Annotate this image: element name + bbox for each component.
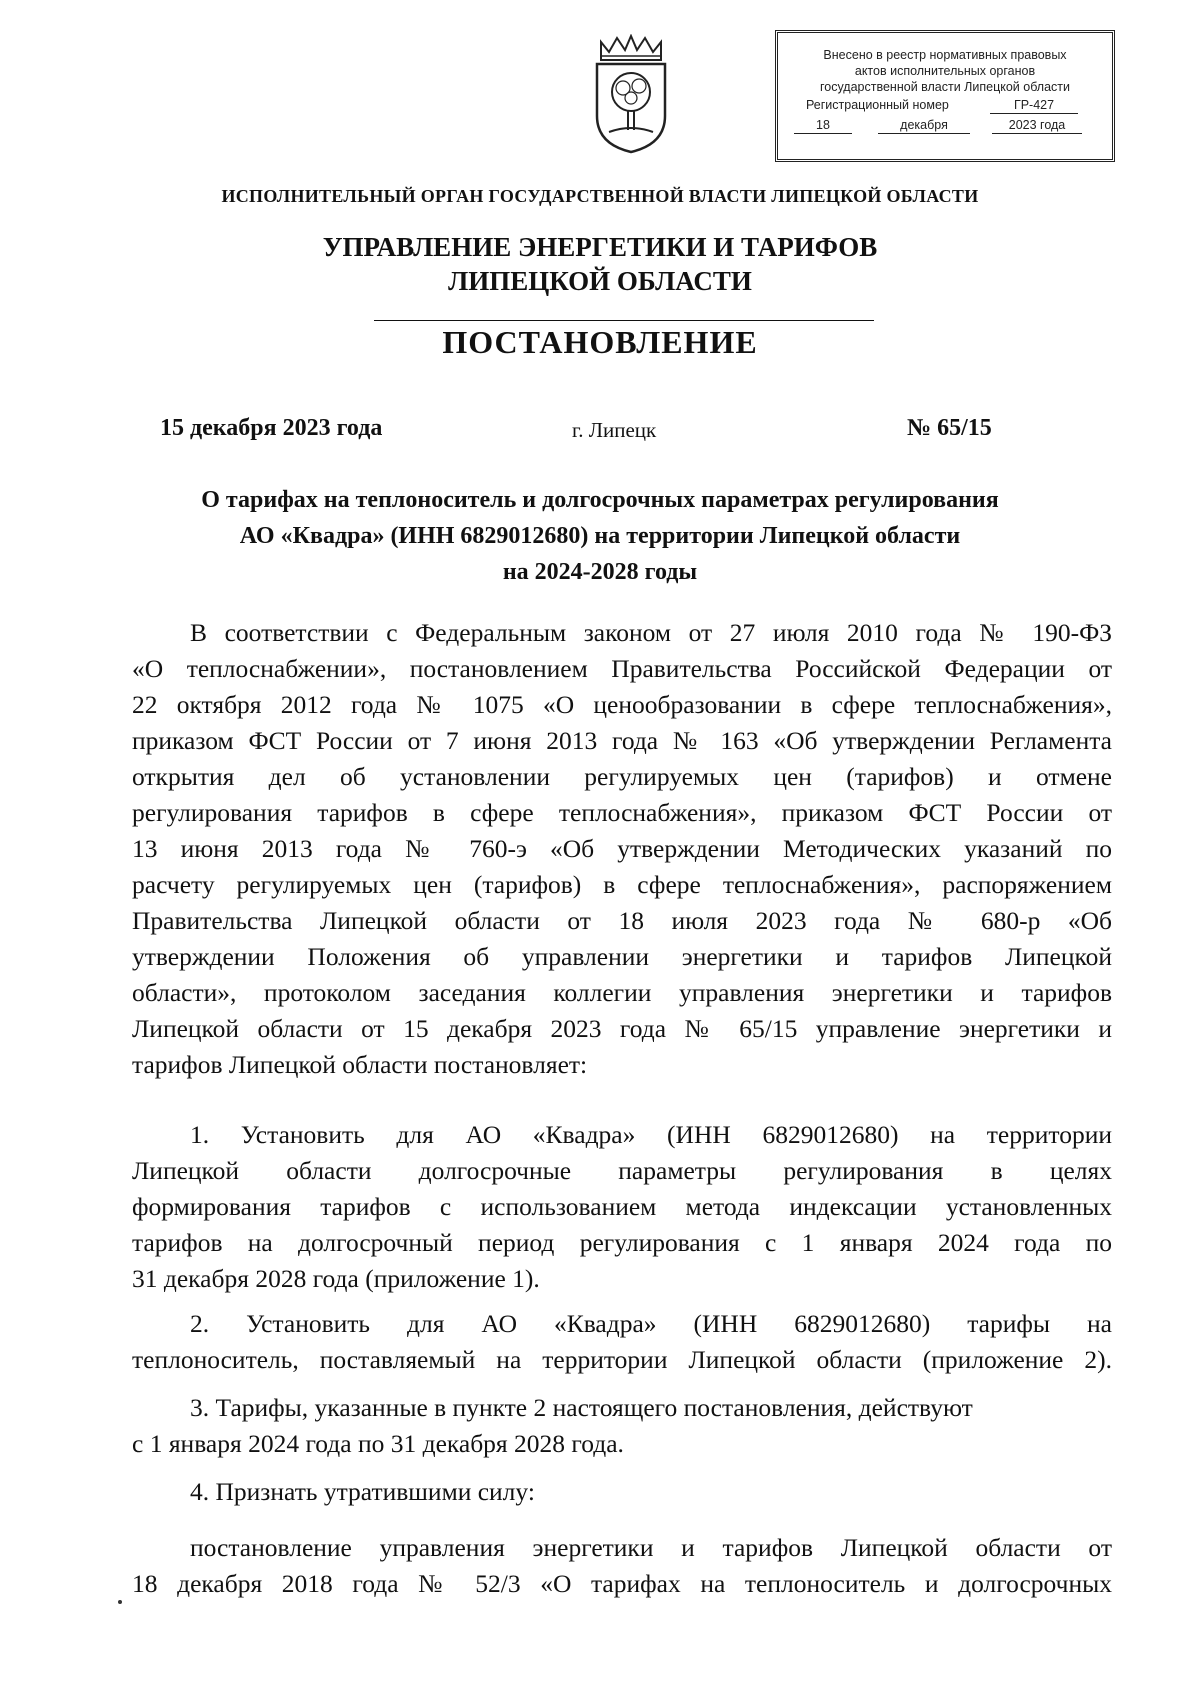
item-2-paragraph: [132, 1306, 1112, 1378]
subject-line-3: на 2024-2028 годы: [502, 559, 698, 585]
item-3-line: с 1 января 2024 года по 31 декабря 2028 года.: [132, 1429, 624, 1458]
preamble-line: Липецкой области от 15 декабря 2023 года № 65/15 управление энергетики и: [132, 1014, 1112, 1043]
preamble-line: 22 октября 2012 года № 1075 «О ценообразовании в сфере теплоснабжения»,: [132, 690, 1112, 719]
item-4-text-line: постановление управления энергетики и тарифов Липецкой области от: [190, 1533, 1112, 1562]
item-1-line: формирования тарифов с использованием метода индексации установленных: [132, 1192, 1112, 1221]
subject-line-1: О тарифах на теплоноситель и долгосрочных параметрах регулирования: [201, 487, 999, 513]
department-name: [0, 230, 1200, 298]
item-4-heading: [132, 1474, 1112, 1510]
preamble-line: утверждении Положения об управлении энергетики и тарифов Липецкой: [132, 942, 1112, 971]
preamble-line: 13 июня 2013 года № 760-э «Об утверждении Методических указаний по: [132, 834, 1112, 863]
stamp-reg-row: [778, 95, 1112, 113]
preamble-line: регулирования тарифов в сфере теплоснабжения», приказом ФСТ России от: [132, 798, 1112, 827]
document-subject: [0, 482, 1200, 590]
header-divider: [374, 320, 874, 321]
document-date: 15 декабря 2023 года: [160, 415, 383, 441]
item-2-line: теплоноситель, поставляемый на территории Липецкой области (приложение 2).: [132, 1345, 1112, 1374]
department-line-2: ЛИПЕЦКОЙ ОБЛАСТИ: [448, 266, 752, 296]
item-1-line: 1. Установить для АО «Квадра» (ИНН 6829012680) на территории: [190, 1120, 1112, 1149]
item-3-paragraph: [132, 1390, 1112, 1462]
department-line-1: УПРАВЛЕНИЕ ЭНЕРГЕТИКИ И ТАРИФОВ: [322, 232, 878, 262]
preamble-paragraph: [132, 615, 1112, 1083]
stamp-reg-number: ГР-427: [990, 97, 1078, 114]
item-4-paragraph: [132, 1530, 1112, 1602]
preamble-line: приказом ФСТ России от 7 июня 2013 года № 163 «Об утверждении Регламента: [132, 726, 1112, 755]
item-1-line: Липецкой области долгосрочные параметры регулирования в целях: [132, 1156, 1112, 1185]
organization-name: ИСПОЛНИТЕЛЬНЫЙ ОРГАН ГОСУДАРСТВЕННОЙ ВЛАСТИ ЛИПЕЦКОЙ ОБЛАСТИ: [221, 186, 979, 206]
item-2-line: 2. Установить для АО «Квадра» (ИНН 6829012680) тарифы на: [190, 1309, 1112, 1338]
document-number: № 65/15: [907, 415, 992, 441]
preamble-line: «О теплоснабжении», постановлением Правительства Российской Федерации от: [132, 654, 1112, 683]
stamp-reg-label: Регистрационный номер: [806, 98, 949, 112]
stamp-line-2: актов исполнительных органов: [854, 64, 1036, 78]
document-type: ПОСТАНОВЛЕНИЕ: [442, 324, 758, 360]
stamp-date-row: [778, 113, 1112, 131]
item-1-line: тарифов на долгосрочный период регулирования с 1 января 2024 года по: [132, 1228, 1112, 1257]
preamble-line: Правительства Липецкой области от 18 июля 2023 года № 680-р «Об: [132, 906, 1112, 935]
item-1-paragraph: [132, 1117, 1112, 1297]
item-4-text-line: 18 декабря 2018 года № 52/3 «О тарифах на теплоноситель и долгосрочных: [132, 1569, 1112, 1598]
stamp-month: декабря: [878, 117, 970, 134]
stamp-year: 2023 года: [992, 117, 1082, 134]
subject-line-2: АО «Квадра» (ИНН 6829012680) на территории Липецкой области: [239, 523, 961, 549]
item-4-line: 4. Признать утратившими силу:: [190, 1477, 535, 1506]
preamble-line: открытия дел об установлении регулируемых цен (тарифов) и отмене: [132, 762, 1112, 791]
item-3-line: 3. Тарифы, указанные в пункте 2 настоящего постановления, действуют: [190, 1393, 973, 1422]
stamp-line-3: государственной власти Липецкой области: [819, 80, 1071, 94]
preamble-line: В соответствии с Федеральным законом от 27 июля 2010 года № 190-ФЗ: [190, 618, 1112, 647]
registration-stamp: [775, 30, 1115, 162]
coat-of-arms-icon: [587, 34, 675, 156]
stamp-day: 18: [794, 117, 852, 134]
preamble-line: области», протоколом заседания коллегии управления энергетики и тарифов: [132, 978, 1112, 1007]
document-city: г. Липецк: [572, 418, 657, 442]
scan-speck: [118, 1600, 122, 1604]
item-1-line: 31 декабря 2028 года (приложение 1).: [132, 1264, 540, 1293]
preamble-line: тарифов Липецкой области постановляет:: [132, 1050, 588, 1079]
preamble-line: расчету регулируемых цен (тарифов) в сфере теплоснабжения», распоряжением: [132, 870, 1112, 899]
stamp-line-1: Внесено в реестр нормативных правовых: [823, 48, 1067, 62]
